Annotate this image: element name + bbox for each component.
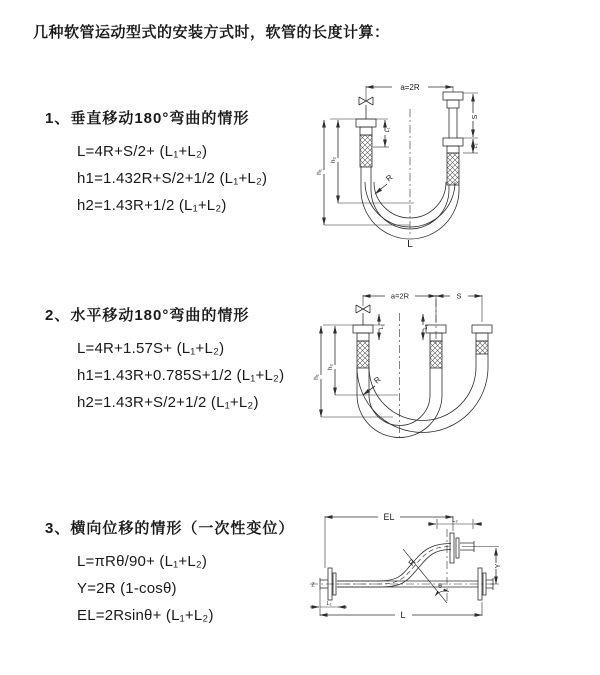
hose-legs xyxy=(357,354,488,395)
page-title: 几种软管运动型式的安装方式时，软管的长度计算： xyxy=(33,24,390,41)
dim-label-h1: h₁ xyxy=(313,374,320,380)
dim-label-a2r: a=2R xyxy=(400,83,420,92)
right-pipe-flange xyxy=(472,325,492,354)
section-2-heading: 2、水平移动180°弯曲的情形 xyxy=(45,307,250,324)
section-1-heading: 1、垂直移动180°弯曲的情形 xyxy=(45,110,250,127)
section-1 xyxy=(45,110,267,219)
section-3-formulas xyxy=(77,548,294,629)
formula-h1: h1=1.432R+S/2+1/2 (L₁+L₂) xyxy=(77,170,268,187)
dim-label-y: Y xyxy=(495,563,502,569)
dim-label-h1: h₁ xyxy=(316,169,323,175)
braided-section xyxy=(476,341,488,354)
formula-length: L=4R+S/2+ (L₁+L₂) xyxy=(77,143,208,160)
dimension-y xyxy=(462,547,499,585)
formula-length: L=4R+1.57S+ (L₁+L₂) xyxy=(77,340,225,357)
valve-icon xyxy=(359,97,373,119)
diagram-horizontal-180-bend xyxy=(305,283,600,458)
dim-label-l2: L₂ xyxy=(423,324,429,330)
dim-label-l2: L₂ xyxy=(473,143,479,149)
dim-label-r: R xyxy=(384,172,395,184)
dim-label-s: S xyxy=(456,291,462,301)
dim-label-r: R xyxy=(406,557,418,568)
dim-label-l1: L₁ xyxy=(326,601,332,607)
braided-section xyxy=(447,153,459,185)
valve-icon xyxy=(356,305,370,325)
diagram-lateral-displacement xyxy=(300,505,600,640)
formula-h1: h1=1.43R+0.785S+1/2 (L₁+L₂) xyxy=(77,367,285,384)
formula-h2: h2=1.43R+1/2 (L₁+L₂) xyxy=(77,197,227,214)
dim-label-l1: L₁ xyxy=(379,324,385,330)
formula-h2: h2=1.43R+S/2+1/2 (L₁+L₂) xyxy=(77,394,259,411)
diagram-vertical-180-bend xyxy=(310,75,590,265)
section-3-heading: 3、横向位移的情形（一次性变位） xyxy=(45,520,295,537)
dim-label-theta: θ xyxy=(438,583,442,590)
dim-label-s: S xyxy=(472,114,479,120)
dim-label-l: L xyxy=(407,239,413,250)
radius-leader xyxy=(375,184,387,194)
section-1-formulas xyxy=(77,138,267,219)
centerline-mark: Z xyxy=(311,582,315,589)
hose-s-curve xyxy=(337,544,451,588)
dim-label-l2: L₂ xyxy=(452,518,458,524)
braided-section xyxy=(357,341,369,368)
dim-label-h2: h₂ xyxy=(327,363,334,371)
dimension-a2r xyxy=(363,295,482,322)
formula-length: L=πRθ/90+ (L₁+L₂) xyxy=(77,553,208,570)
dimension-h2 xyxy=(338,120,414,203)
right-pipe-flanges xyxy=(443,92,463,190)
formula-el: EL=2Rsinθ+ (L₁+L₂) xyxy=(77,607,214,624)
formula-y: Y=2R (1-cosθ) xyxy=(77,580,177,597)
upper-flange xyxy=(450,533,474,563)
dim-label-h2: h₂ xyxy=(330,156,337,164)
braided-section xyxy=(430,341,442,368)
left-pipe-flange xyxy=(353,325,373,368)
dim-label-el: EL xyxy=(383,512,395,522)
section-3 xyxy=(45,520,294,629)
dim-label-a2r: a=2R xyxy=(390,291,410,301)
braided-section xyxy=(360,135,372,167)
section-2 xyxy=(45,307,284,416)
dim-label-l: L xyxy=(400,610,406,620)
left-pipe-flange xyxy=(330,119,388,190)
dimension-l1 xyxy=(373,120,389,147)
dim-label-r: R xyxy=(372,374,383,386)
dim-label-l1: L₁ xyxy=(385,127,391,133)
section-2-formulas xyxy=(77,335,284,416)
